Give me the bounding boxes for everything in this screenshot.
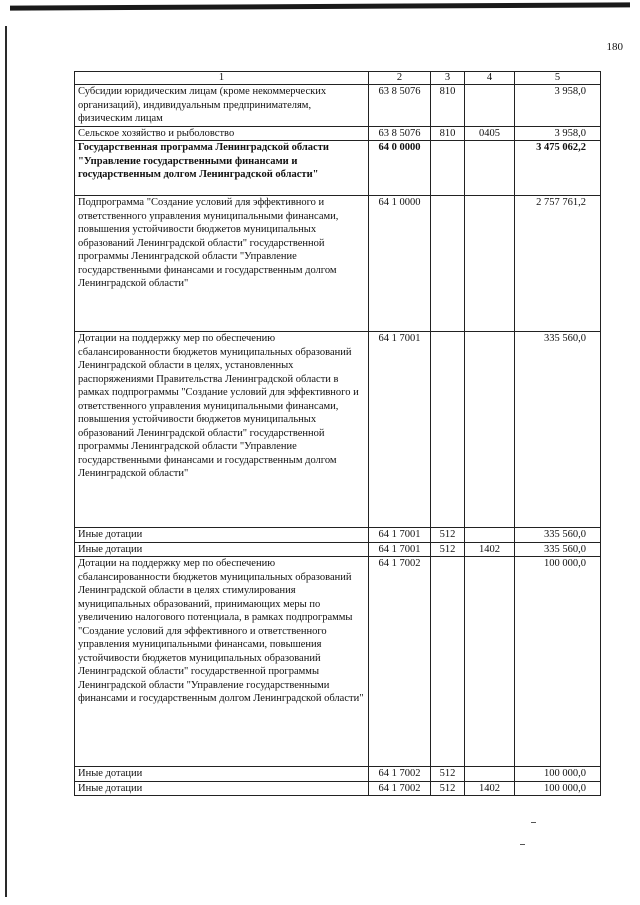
page-number: 180 <box>606 41 623 53</box>
row-name: Дотации на поддержку мер по обеспечению сбалансированности бюджетов муниципальных образований Ленинградской области в целях стимулирования муниципальных образований, принимающих меры по увеличению налогового потенциала, в рамках подпрограммы "Создание условий для эффективного и ответственного управления муниципальными финансами, повышения устойчивости бюджетов муниципальных образований Ленинградской области" государственной программы Ленинградской области "Управление государственными финансами и государственным долгом Ленинградской области" <box>75 557 369 767</box>
row-name: Иные дотации <box>75 781 369 796</box>
row-rz <box>465 767 515 782</box>
row-vr: 512 <box>431 781 465 796</box>
table-row <box>75 141 601 196</box>
row-sum: 100 000,0 <box>515 557 601 767</box>
header-cell: 5 <box>515 72 601 85</box>
header-cell: 4 <box>465 72 515 85</box>
row-csr: 64 1 0000 <box>369 196 431 332</box>
row-csr: 64 1 7001 <box>369 542 431 557</box>
row-vr <box>431 332 465 528</box>
row-name: Субсидии юридическим лицам (кроме некоммерческих организаций), индивидуальным предпринимателям, физическим лицам <box>75 85 369 127</box>
row-vr <box>431 196 465 332</box>
row-vr: 512 <box>431 542 465 557</box>
row-vr: 512 <box>431 528 465 543</box>
budget-table <box>74 71 601 796</box>
row-csr: 64 0 0000 <box>369 141 431 196</box>
scan-speck <box>520 844 525 845</box>
row-sum: 3 475 062,2 <box>515 141 601 196</box>
table-row <box>75 767 601 782</box>
row-csr: 64 1 7001 <box>369 528 431 543</box>
row-sum: 335 560,0 <box>515 332 601 528</box>
table-row <box>75 557 601 767</box>
row-rz <box>465 196 515 332</box>
table-row <box>75 196 601 332</box>
row-vr <box>431 557 465 767</box>
header-cell: 1 <box>75 72 369 85</box>
row-rz <box>465 332 515 528</box>
row-name: Подпрограмма "Создание условий для эффективного и ответственного управления муниципальными финансами, повышения устойчивости бюджетов муниципальных образований Ленинградской области" государственной программы Ленинградской области "Управление государственными финансами и государственным долгом Ленинградской области" <box>75 196 369 332</box>
row-name: Дотации на поддержку мер по обеспечению сбалансированности бюджетов муниципальных образований Ленинградской области в целях, установленных распоряжениями Правительства Ленинградской области в рамках подпрограммы "Создание условий для эффективного и ответственного управления муниципальными финансами, повышения устойчивости бюджетов муниципальных образований Ленинградской области" государственной программы Ленинградской области "Управление государственными финансами и государственным долгом Ленинградской области" <box>75 332 369 528</box>
row-name: Государственная программа Ленинградской области "Управление государственными финансами и государственным долгом Ленинградской области" <box>75 141 369 196</box>
row-vr: 810 <box>431 126 465 141</box>
row-rz <box>465 557 515 767</box>
row-rz: 0405 <box>465 126 515 141</box>
row-rz: 1402 <box>465 542 515 557</box>
header-cell: 3 <box>431 72 465 85</box>
scan-top-edge <box>10 2 630 10</box>
row-vr: 512 <box>431 767 465 782</box>
row-vr: 810 <box>431 85 465 127</box>
row-rz <box>465 141 515 196</box>
row-name: Иные дотации <box>75 767 369 782</box>
row-csr: 63 8 5076 <box>369 85 431 127</box>
header-cell: 2 <box>369 72 431 85</box>
row-sum: 335 560,0 <box>515 542 601 557</box>
row-sum: 3 958,0 <box>515 126 601 141</box>
row-sum: 3 958,0 <box>515 85 601 127</box>
row-csr: 64 1 7002 <box>369 557 431 767</box>
row-rz <box>465 85 515 127</box>
row-sum: 100 000,0 <box>515 781 601 796</box>
table-row <box>75 542 601 557</box>
row-sum: 335 560,0 <box>515 528 601 543</box>
row-rz: 1402 <box>465 781 515 796</box>
table-row <box>75 528 601 543</box>
table-row <box>75 332 601 528</box>
row-rz <box>465 528 515 543</box>
table-row <box>75 85 601 127</box>
row-name: Иные дотации <box>75 542 369 557</box>
table-row <box>75 781 601 796</box>
row-csr: 63 8 5076 <box>369 126 431 141</box>
row-csr: 64 1 7002 <box>369 767 431 782</box>
table-header-row <box>75 72 601 85</box>
row-sum: 100 000,0 <box>515 767 601 782</box>
row-vr <box>431 141 465 196</box>
row-csr: 64 1 7001 <box>369 332 431 528</box>
scan-speck <box>531 822 536 823</box>
table-row <box>75 126 601 141</box>
row-csr: 64 1 7002 <box>369 781 431 796</box>
row-sum: 2 757 761,2 <box>515 196 601 332</box>
row-name: Сельское хозяйство и рыболовство <box>75 126 369 141</box>
scan-left-edge <box>5 26 7 897</box>
row-name: Иные дотации <box>75 528 369 543</box>
